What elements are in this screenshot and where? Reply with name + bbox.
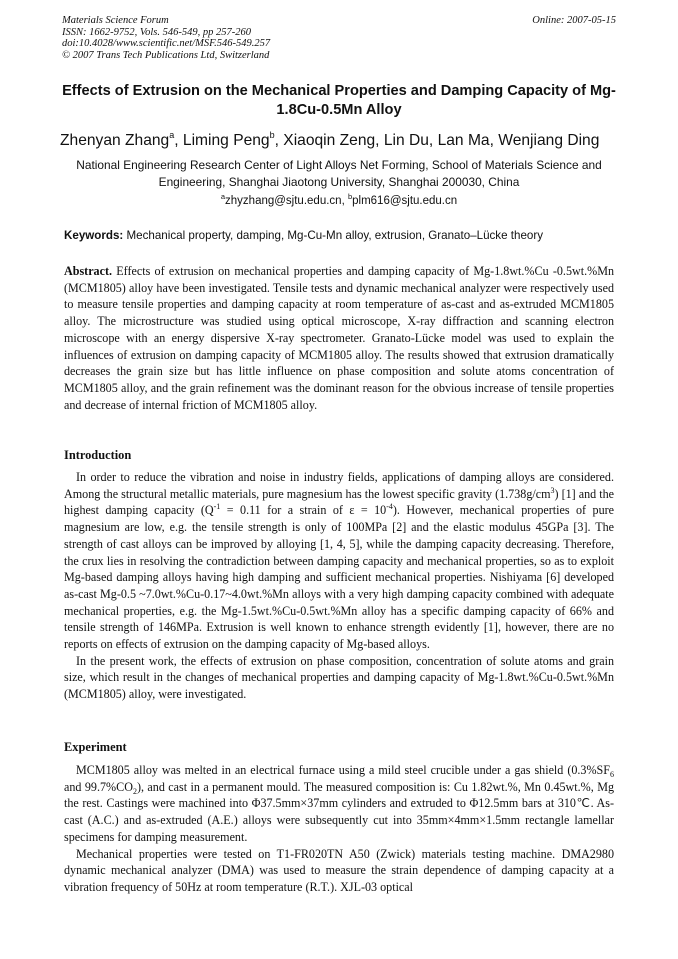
abstract	[64, 263, 614, 413]
issn-line: ISSN: 1662-9752, Vols. 546-549, pp 257-260	[62, 26, 251, 38]
subscript: 6	[610, 770, 614, 779]
journal-header	[62, 15, 616, 61]
subscript: 2	[132, 786, 137, 796]
text-run: ). However, mechanical properties of pure magnesium are low, e.g. the tensile strength is only of 100MPa [2] and the elastic modulus 45GPa [3]. The strength of cast alloys can be improved by alloying [1, 4, 5], while the damping capacity decreasing. Therefore, the crux lies in resolving the contradiction between damping capacity and mechanical properties, so as to exploit Mg-based damping alloys having high damping and sufficient mechanical properties. Nishiyama [6] developed as-cast Mg-0.5 ~7.0wt.%Cu-0.17~4.0wt.%Mn alloys with a very high damping capacity combined with adequate mechanical properties, e.g. the Mg-1.5wt.%Cu-0.5wt.%Mn alloy has a specific damping capacity of 66% and tensile strength of 146MPa. Extrusion is well known to enhance strength evidently [1], however, there are no reports on effects of extrusion on the damping capacity of Mg-based alloys.	[64, 503, 615, 652]
abstract-label: Abstract.	[64, 264, 113, 278]
keywords-label: Keywords:	[64, 229, 124, 242]
copyright-line: © 2007 Trans Tech Publications Ltd, Switzerland	[62, 49, 270, 61]
text-run: and 99.7%CO	[64, 779, 133, 794]
author-marker: b	[269, 130, 275, 140]
paragraph	[64, 469, 614, 653]
paragraph	[64, 762, 614, 846]
author-emails	[60, 194, 618, 208]
author-separator: ,	[174, 132, 183, 149]
text-run: ) [1] and the highest damping capacity (Q	[64, 486, 615, 518]
section-heading-introduction: Introduction	[64, 448, 132, 462]
introduction-section	[64, 469, 614, 703]
text-run: ), and cast in a permanent mould. The measured composition is: Cu 1.82wt.%, Mn 0.45wt.%, Mg the rest. Castings were machined into Φ37.5mm×37mm cylinders and extruded to Φ12.5mm bars at 310℃. As-cast (A.C.) and as-extruded (A.E.) alloys were subsequently cut into 35mm×4mm×1.5mm rectangle lamellar specimens for damping measurement.	[64, 779, 614, 844]
keywords-text: Mechanical property, damping, Mg-Cu-Mn alloy, extrusion, Granato–Lücke theory	[123, 229, 543, 242]
email-address[interactable]: zhyzhang@sjtu.edu.cn	[225, 195, 342, 207]
text-run: MCM1805 alloy was melted in an electrical furnace using a mild steel crucible under a gas shield (0.3%SF	[76, 763, 610, 777]
author-names-rest: , Xiaoqin Zeng, Lin Du, Lan Ma, Wenjiang Ding	[274, 132, 600, 149]
text-run: In order to reduce the vibration and noise in industry fields, applications of damping alloys are considered. Among the structural metallic materials, pure magnesium has the lowest specific gravity (1.738g/cm	[64, 470, 614, 501]
affiliation: National Engineering Research Center of Light Alloys Net Forming, School of Materials Science and Engineering, Shanghai Jiaotong University, Shanghai 200030, China	[76, 158, 602, 189]
email-marker: a	[220, 192, 226, 201]
author-name: Zhenyan Zhang	[60, 132, 170, 149]
author-marker: a	[169, 130, 175, 140]
email-marker: b	[347, 192, 353, 201]
section-heading-experiment: Experiment	[64, 740, 127, 754]
text-run: = 0.11 for a strain of ε = 10	[220, 503, 387, 518]
keywords	[64, 229, 620, 243]
paragraph: In the present work, the effects of extrusion on phase composition, concentration of solute atoms and grain size, which result in the changes of mechanical properties and damping capacity of Mg-1.8wt.%Cu-0.5wt.%Mn (MCM1805) alloy, were investigated.	[64, 653, 614, 702]
paragraph: Mechanical properties were tested on T1-FR020TN A50 (Zwick) materials testing machine. DMA2980 dynamic mechanical analyzer (DMA) was used to measure the strain dependence of damping capacity at a vibration frequency of 50Hz at room temperature (R.T.). XJL-03 optical	[64, 846, 614, 894]
paper-title: Effects of Extrusion on the Mechanical Properties and Damping Capacity of Mg-1.8Cu-0.5Mn Alloy	[62, 83, 616, 118]
email-separator: ,	[341, 195, 348, 207]
online-date: Online: 2007-05-15	[532, 15, 616, 26]
email-address[interactable]: plm616@sjtu.edu.cn	[352, 195, 458, 207]
author-list	[60, 132, 620, 150]
superscript: -4	[386, 502, 393, 512]
superscript: -1	[213, 502, 221, 512]
experiment-section	[64, 762, 614, 896]
superscript: 3	[550, 485, 555, 495]
journal-name: Materials Science Forum	[62, 15, 169, 26]
author-name: Liming Peng	[182, 132, 270, 149]
abstract-text: Effects of extrusion on mechanical properties and damping capacity of Mg-1.8wt.%Cu -0.5wt.%Mn (MCM1805) alloy have been investigated. Tensile tests and dynamic mechanical analyzer were respectively used to measure tensile properties and damping capacity at room temperature of as-cast and as-extruded MCM1805 alloy. The microstructure was studied using optical microscope, X-ray diffraction and scanning electron microscope with an energy dispersive X-ray spectrometer. Granato-Lücke model was used to explain the influences of extrusion on damping capacity of MCM1805 alloy. The results showed that extrusion dramatically decreases the grain size but has little influence on phase composition and solute atoms concentration of MCM1805 alloy, and the grain refinement was the dominant reason for the obvious increase of tensile properties and decrease of internal friction of MCM1805 alloy.	[64, 264, 614, 412]
doi-line: doi:10.4028/www.scientific.net/MSF.546-549.257	[62, 38, 271, 50]
